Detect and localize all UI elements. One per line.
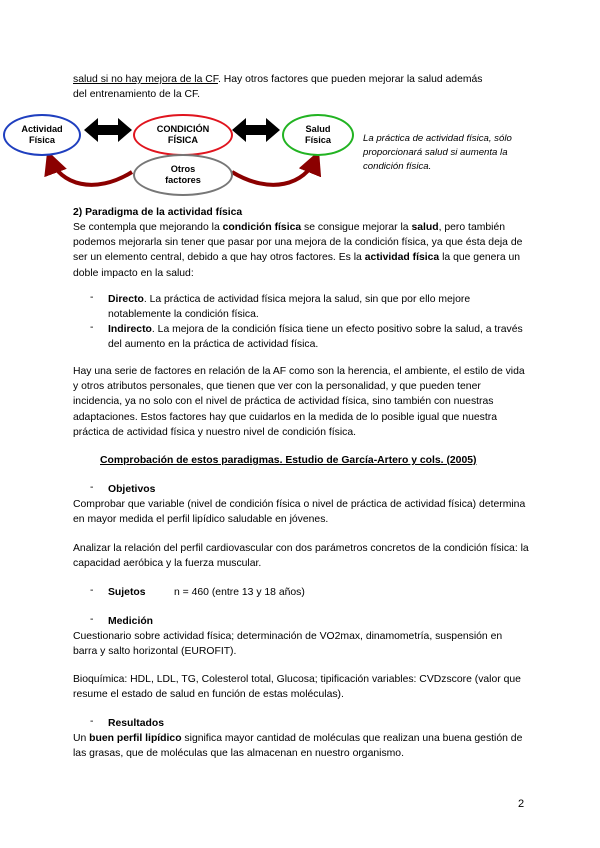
intro-line2: del entrenamiento de la CF.	[73, 89, 201, 101]
bullet-directo: Directo. La práctica de actividad física mejora la salud, sin que por ello mejore notablemente la condición física.	[108, 294, 471, 321]
medicion-dash: -	[90, 614, 94, 625]
curve-arrow-right	[232, 158, 316, 185]
section2-paragraph1: Se contempla que mejorando la condición física se consigue mejorar la salud, pero también podemos mejorarla sin tener que pasar por una mejora de la condición física, ya que ésta deja de ser un elemento central, debido a que hay otros factores. Es la actividad física la que genera un doble impacto en la salud:	[73, 222, 523, 279]
objetivos-paragraph2: Analizar la relación del perfil cardiovascular con dos parámetros concretos de la condición física: la capacidad aeróbica y la fuerza muscular.	[73, 543, 529, 570]
bullet-indirecto: Indirecto. La mejora de la condición física tiene un efecto positivo sobre la salud, a través del aumento en la práctica de actividad física.	[108, 324, 523, 351]
intro-underlined: salud si no hay mejora de la CF	[73, 74, 218, 85]
medicion-paragraph2: Bioquímica: HDL, LDL, TG, Colesterol total, Glucosa; tipificación variables: CVDzscore (valor que resume el estado de salud en función de estas moléculas).	[73, 674, 521, 701]
resultados-dash: -	[90, 716, 94, 727]
section2-paragraph2: Hay una serie de factores en relación de la AF como son la herencia, el ambiente, el estilo de vida y otros atributos personales, que tienen que ver con la personalidad, y que pueden tener incidencia, ya no solo con el nivel de práctica de actividad física, sino también con nuestras adaptaciones. Estos factores hay que cuidarlos en la medida de lo posible igual que nuestra práctica de actividad física y nuestro nivel de condición física.	[73, 366, 525, 438]
sujetos-value: n = 460 (entre 13 y 18 años)	[174, 587, 305, 598]
study-heading: Comprobación de estos paradigmas. Estudio de García-Artero y cols. (2005)	[100, 455, 477, 466]
resultados-paragraph: Un buen perfil lipídico significa mayor cantidad de moléculas que realizan una buena gestión de las grasas, que de moléculas que las almacenan en nuestro organismo.	[73, 733, 523, 760]
medicion-label: Medición	[108, 616, 154, 627]
diagram-caption: La práctica de actividad física, sólo proporcionará salud si aumenta la condición física.	[363, 133, 512, 172]
double-arrow-left	[84, 118, 132, 142]
bullet-dash-1: -	[90, 292, 94, 303]
oval-otros-factores: Otros factores	[133, 154, 233, 196]
sujetos-label: Sujetos	[108, 587, 146, 598]
page-number: 2	[518, 798, 525, 810]
bullet-dash-2: -	[90, 322, 94, 333]
double-arrow-right	[232, 118, 280, 142]
objetivos-dash: -	[90, 482, 94, 493]
sujetos-dash: -	[90, 585, 94, 596]
curve-arrow-left	[50, 158, 132, 185]
resultados-label: Resultados	[108, 718, 165, 729]
oval-condicion-fisica: CONDICIÓN FÍSICA	[133, 114, 233, 156]
objetivos-paragraph1: Comprobar que variable (nivel de condición física o nivel de práctica de actividad física) determina en mayor medida el perfil lipídico saludable en jóvenes.	[73, 499, 526, 526]
intro-paragraph	[73, 72, 533, 102]
objetivos-label: Objetivos	[108, 484, 156, 495]
medicion-paragraph1: Cuestionario sobre actividad física; determinación de VO2max, dinamometría, suspensión en barra y salto horizontal (EUROFIT).	[73, 631, 503, 658]
section2-heading: 2) Paradigma de la actividad física	[73, 207, 243, 218]
oval-salud-fisica: Salud Física	[282, 114, 354, 156]
oval-actividad-fisica: Actividad Física	[3, 114, 81, 156]
intro-rest: . Hay otros factores que pueden mejorar la salud además	[217, 74, 483, 85]
